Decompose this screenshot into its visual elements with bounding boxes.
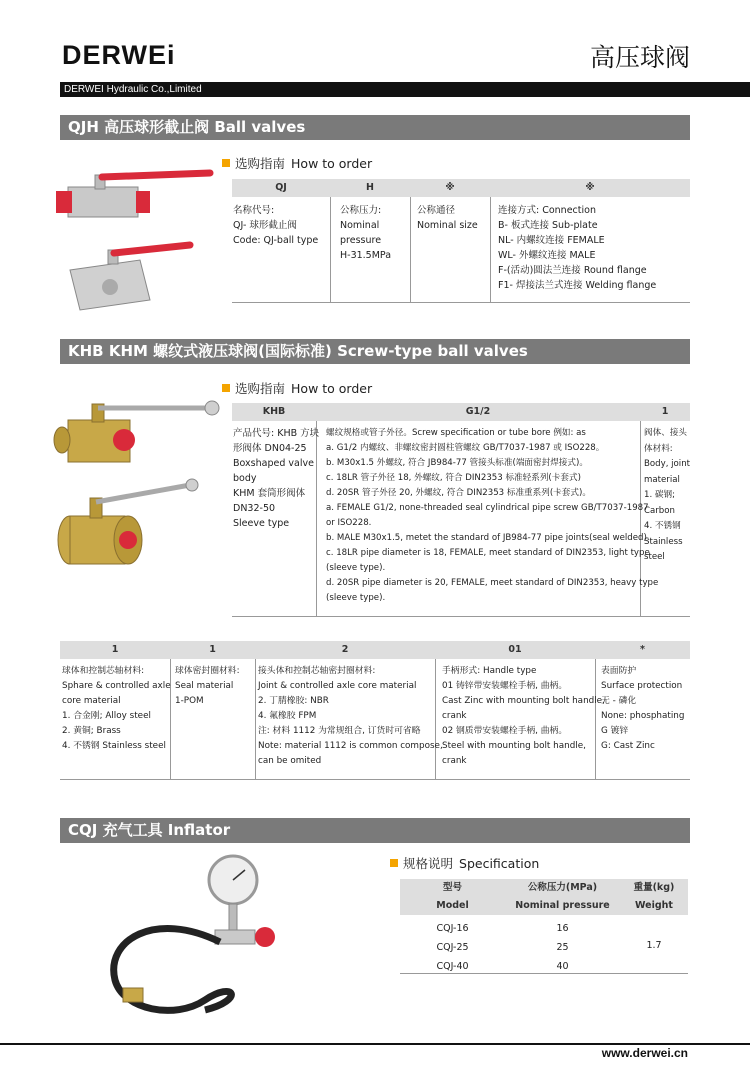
- khb-order-heading: [222, 379, 372, 397]
- khb-table-header: [232, 403, 690, 421]
- page-title: 高压球阀: [589, 43, 690, 72]
- inflator-photo: [95, 850, 295, 1030]
- order-heading-cn: 选购指南: [235, 156, 286, 171]
- table-row: 25: [556, 942, 569, 953]
- section-title-qjh: QJH 高压球形截止阀 Ball valves: [60, 115, 690, 140]
- qjh-header-cell: H: [366, 182, 374, 193]
- khb-header-cell: 1: [661, 406, 669, 417]
- qjh-header-cell: ※: [585, 182, 595, 193]
- section-title-khb: KHB KHM 螺纹式液压球阀(国际标准) Screw-type ball valves: [60, 339, 690, 364]
- qjh-size-cell: 公称通径 Nominal size: [417, 205, 478, 231]
- khb-thread-cell: 螺纹规格或管子外径。Screw specification or tube bore 例如: as a. G1/2 内螺纹、非螺纹密封圆柱管螺纹 GB/T7037-1987 或 ISO228。 b. M30x1.5 外螺纹, 符合 JB984-77 管接头标准(端面密封焊接式)。 c. 18LR 管子外径 18, 外螺纹, 符合 DIN2353 标准轻系列(卡套式) d. 20SR 管子外径 20, 外螺纹, 符合 DIN2353 标准重系列(卡套式)。 a. FEMALE G1/2, none-threaded seal cylindrical pipe screw GB/T7037-1987 or ISO228. b. MALE M30x1.5, metet the standard of JB984-77 pipe joints(seal welded). c. 18LR pipe diameter is 18, FEMALE, meet standard of DIN2353, light type (sleeve type). d. 20SR pipe diameter is 20, FEMALE, meet standard of DIN2353, heavy type (sleeve type).: [326, 428, 659, 603]
- material-table-header: [60, 641, 690, 659]
- company-bar: DERWEI Hydraulic Co.,Limited: [60, 82, 750, 97]
- qjh-pressure-cell: 公称压力: Nominal pressure H-31.5MPa: [340, 205, 392, 261]
- section-title-cqj: CQJ 充气工具 Inflator: [60, 818, 690, 843]
- cqj-header-cell: 型号: [442, 882, 462, 893]
- material-header-cell: 1: [209, 644, 216, 655]
- khb-header-cell: G1/2: [465, 406, 491, 417]
- khb-material-cell: 阀体、接头 体材料: Body, joint material 1. 碳钢; Carbon 4. 不锈钢 Stainless steel: [644, 428, 691, 562]
- material-sphere-cell: 球体和控制芯轴材料: Sphare & controlled axle core material 1. 合金刚; Alloy steel 2. 黄铜; Brass 4. 不锈钢 Stainless steel: [62, 666, 171, 751]
- cqj-header-cell: 公称压力(MPa): [527, 882, 598, 893]
- cqj-pressure-column: [505, 919, 620, 976]
- qjh-code-cell: 名称代号: QJ- 球形截止阀 Code: QJ-ball type: [233, 205, 319, 246]
- qjh-table-header: [232, 179, 690, 197]
- table-row: 16: [556, 923, 569, 934]
- cqj-spec-heading: [390, 854, 539, 872]
- cqj-header-cell: Weight: [635, 900, 673, 911]
- bullet-square-icon: [222, 159, 230, 167]
- cqj-header-cell: Model: [436, 900, 469, 911]
- bullet-square-icon: [222, 384, 230, 392]
- material-header-cell: *: [640, 644, 645, 655]
- qjh-valve-photo: [40, 165, 220, 345]
- cqj-header-cell: 重量(kg): [633, 882, 675, 893]
- cqj-weight-cell: 1.7: [646, 940, 662, 951]
- material-surface-cell: 表面防护 Surface protection 无 - 磷化 None: phosphating G 镀锌 G: Cast Zinc: [601, 666, 685, 751]
- material-header-cell: 01: [508, 644, 522, 655]
- khb-code-cell: 产品代号: KHB 方块 形阀体 DN04-25 Boxshaped valve body KHM 套筒形阀体 DN32-50 Sleeve type: [233, 428, 320, 529]
- qjh-order-heading: [222, 154, 372, 172]
- material-header-cell: 1: [111, 644, 119, 655]
- table-row: CQJ-25: [436, 942, 469, 953]
- order-heading-en: How to order: [291, 155, 373, 171]
- order-heading-en: How to order: [291, 380, 373, 396]
- cqj-header-cell: Nominal pressure: [515, 900, 610, 911]
- order-heading-cn: 选购指南: [235, 381, 286, 396]
- footer-url[interactable]: www.derwei.cn: [601, 1046, 688, 1060]
- qjh-header-cell: ※: [445, 182, 455, 193]
- material-seal-cell: 球体密封圈材料: Seal material 1-POM: [175, 666, 240, 706]
- spec-heading-en: Specification: [459, 855, 540, 871]
- qjh-connection-cell: 连接方式: Connection B- 板式连接 Sub-plate NL- 内螺纹连接 FEMALE WL- 外螺纹连接 MALE F-(活动)圆法兰连接 Round flange F1- 焊接法兰式连接 Welding flange: [498, 205, 657, 291]
- material-header-cell: 2: [341, 644, 349, 655]
- footer-divider: [0, 1043, 750, 1045]
- cqj-model-column: [400, 919, 505, 976]
- khb-header-cell: KHB: [262, 406, 286, 417]
- material-joint-cell: 接头体和控制芯轴密封圈材料: Joint & controlled axle core material 2. 丁腈橡胶: NBR 4. 氟橡胶 FPM 注: 材料 1112 为常规组合, 订货时可省略 Note: material 1112 is common compose, can be omited: [258, 666, 443, 766]
- cqj-table-header: [400, 879, 688, 915]
- brand-logo: DERWEi: [62, 40, 176, 70]
- table-row: CQJ-16: [436, 923, 469, 934]
- table-row: 40: [556, 961, 569, 972]
- material-handle-cell: 手柄形式: Handle type 01 铸锌带安装螺栓手柄, 曲柄。 Cast Zinc with mounting bolt handle, crank 02 钢质带安装螺栓手柄, 曲柄。 Steel with mounting bolt handle, crank: [442, 666, 605, 766]
- spec-heading-cn: 规格说明: [403, 856, 454, 871]
- table-row: CQJ-40: [436, 961, 469, 972]
- khb-valve-photo: [40, 390, 225, 590]
- qjh-header-cell: QJ: [275, 182, 287, 193]
- bullet-square-icon: [390, 859, 398, 867]
